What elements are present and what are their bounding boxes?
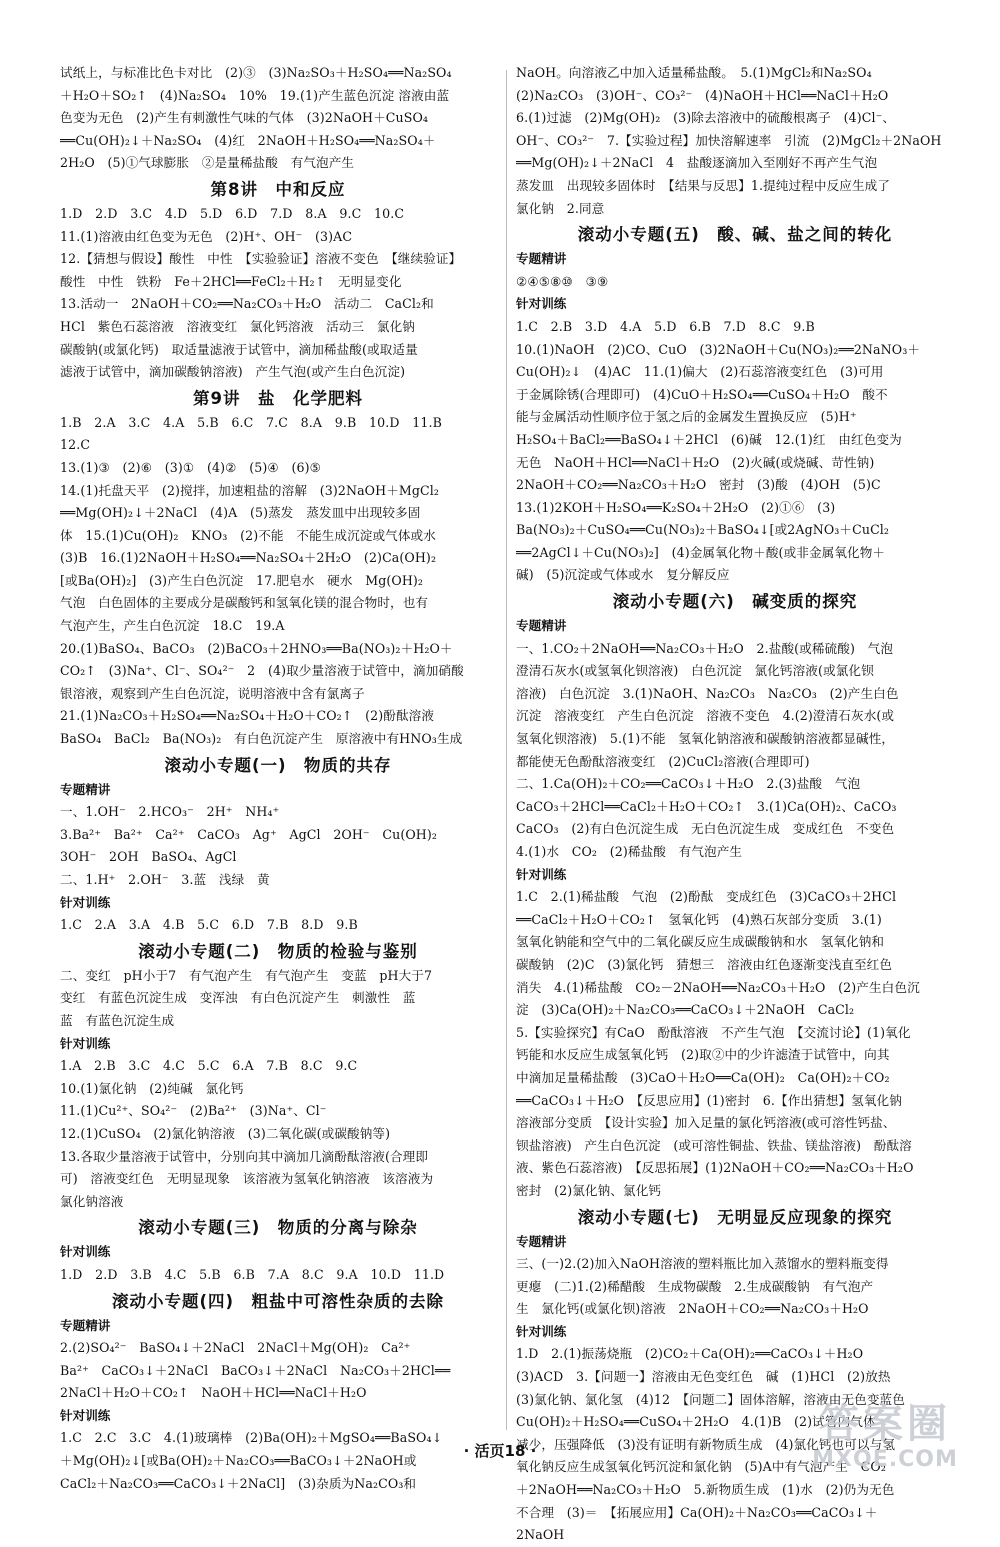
subsection-label: 针对训练	[516, 1323, 567, 1339]
answer-line: 14.(1)托盘天平 (2)搅拌，加速粗盐的溶解 (3)2NaOH＋MgCl₂	[60, 482, 440, 498]
answer-line: ＋H₂O＋SO₂↑ (4)Na₂SO₄ 10% 19.(1)产生蓝色沉淀 溶液由蓝	[60, 87, 450, 103]
answer-line: 色变为无色 (2)产生有刺激性气味的气体 (3)2NaOH＋CuSO₄	[60, 110, 429, 126]
answer-line: 澄清石灰水(或氢氧化钡溶液) 白色沉淀 氯化钙溶液(或氯化钡	[516, 663, 874, 679]
answer-line: 氧化钠反应生成氢氧化钙沉淀和氯化钠 (5)A中有气泡产生 CO₂	[516, 1459, 886, 1475]
answer-line: 10.(1)氯化钠 (2)纯碱 氯化钙	[60, 1080, 244, 1096]
watermark-url: MXQE.COM	[812, 1447, 958, 1472]
answer-line: 蓝 有蓝色沉淀生成	[60, 1012, 175, 1028]
section-heading: 滚动小专题(二) 物质的检验与鉴别	[138, 941, 418, 961]
answer-line: CaCO₃＋2HCl══CaCl₂＋H₂O＋CO₂↑ 3.(1)Ca(OH)₂、CaCO₃	[516, 798, 897, 814]
answer-line: 2NaCl＋H₂O＋CO₂↑ NaOH＋HCl══NaCl＋H₂O	[60, 1385, 367, 1401]
subsection-label: 针对训练	[60, 1407, 111, 1423]
answer-line: 消失 4.(1)稀盐酸 CO₂－2NaOH══Na₂CO₃＋H₂O (2)产生白色沉	[516, 979, 920, 995]
page-number: · 活页18 ·	[463, 1442, 537, 1460]
answer-line: NaOH。向溶液乙中加入适量稀盐酸。 5.(1)MgCl₂和Na₂SO₄	[516, 65, 872, 80]
answer-line: 氢氧化钡溶液) 5.(1)不能 氢氧化钠溶液和碳酸钠溶液都显碱性，	[516, 731, 895, 747]
answer-line: 更瘪 (二)1.(2)稀醋酸 生成物碳酸 2.生成碳酸钠 有气泡产	[516, 1278, 874, 1294]
answer-line: 5.【实验探究】有CaO 酚酞溶液 不产生气泡 【交流讨论】(1)氧化	[516, 1024, 911, 1040]
answer-line: 2H₂O (5)①气球膨胀 ②是量稀盐酸 有气泡产生	[60, 155, 355, 171]
answer-line: 碳酸钠 (2)C (3)氯化钙 猜想三 溶液由红色逐渐变浅直至红色	[516, 956, 893, 972]
subsection-label: 针对训练	[516, 866, 567, 882]
answer-line: 气泡产生，产生白色沉淀 18.C 19.A	[60, 618, 285, 634]
answer-line: CaCO₃ (2)有白色沉淀生成 无白色沉淀生成 变成红色 不变色	[516, 821, 895, 837]
answer-line: 6.(1)过滤 (2)Mg(OH)₂ (3)除去溶液中的硫酸根离子 (4)Cl⁻、	[516, 110, 896, 126]
watermark-logo	[790, 1401, 980, 1479]
answer-line: 银溶液，观察到产生白色沉淀，说明溶液中含有氯离子	[60, 685, 365, 701]
answer-line: 4.(1)水 CO₂ (2)稀盐酸 有气泡产生	[516, 844, 743, 859]
answer-line: BaSO₄ BaCl₂ Ba(NO₃)₂ 有白色沉淀产生 原溶液中有HNO₃生成	[60, 731, 463, 747]
answer-line: 液、紫色石蕊溶液) 【反思拓展】(1)2NaOH＋CO₂══Na₂CO₃＋H₂O	[516, 1160, 914, 1176]
answer-line: 1.C 2.(1)稀盐酸 气泡 (2)酚酞 变成红色 (3)CaCO₃＋2HCl	[516, 889, 897, 905]
answer-line: OH⁻、CO₃²⁻ 7.【实验过程】加快溶解速率 引流 (2)MgCl₂＋2NaOH	[516, 132, 942, 148]
answer-line: 11.(1)Cu²⁺、SO₄²⁻ (2)Ba²⁺ (3)Na⁺、Cl⁻	[60, 1103, 327, 1119]
section-heading: 滚动小专题(五) 酸、碱、盐之间的转化	[577, 225, 893, 245]
answer-line: 2.(2)SO₄²⁻ BaSO₄↓＋2NaCl 2NaCl＋Mg(OH)₂ Ca²⁺	[60, 1340, 411, 1356]
answer-line: 12.C	[60, 437, 91, 453]
watermark-text: 答案圈	[819, 1401, 951, 1447]
answer-line: (3)ACD 3.【问题一】溶液由无色变红色 碱 (1)HCl (2)放热	[516, 1369, 891, 1385]
answer-line: 1.B 2.A 3.C 4.A 5.B 6.C 7.C 8.A 9.B 10.D 11.B	[60, 414, 442, 430]
section-heading: 第8讲 中和反应	[210, 179, 346, 199]
answer-line: 中滴加足量稀盐酸 (3)CaO＋H₂O══Ca(OH)₂ Ca(OH)₂＋CO₂	[516, 1069, 890, 1085]
subsection-label: 针对训练	[516, 296, 567, 312]
answer-line: ══CaCO₃↓＋H₂O 【反思应用】(1)密封 6.【作出猜想】氢氧化钠	[516, 1092, 902, 1108]
section-heading: 滚动小专题(三) 物质的分离与除杂	[138, 1218, 418, 1238]
answer-line: 12.(1)CuSO₄ (2)氯化钠溶液 (3)二氧化碳(或碳酸钠等)	[60, 1125, 391, 1141]
answer-line: 1.C 2.C 3.C 4.(1)玻璃棒 (2)Ba(OH)₂＋MgSO₄══BaSO₄↓	[60, 1430, 443, 1446]
subsection-label: 专题精讲	[516, 251, 567, 267]
answer-line: 变红 有蓝色沉淀生成 变浑浊 有白色沉淀产生 刺激性 蓝	[60, 990, 416, 1006]
answer-line: 二、1.Ca(OH)₂＋CO₂══CaCO₃↓＋H₂O 2.(3)盐酸 气泡	[516, 776, 861, 792]
answer-line: 10.(1)NaOH (2)CO、CuO (3)2NaOH＋Cu(NO₃)₂══2NaNO₃＋	[516, 341, 921, 357]
answer-line: 三、(一)2.(2)加入NaOH溶液的塑料瓶比加入蒸馏水的塑料瓶变得	[516, 1256, 889, 1272]
answer-line: 13.(1)③ (2)⑥ (3)① (4)② (5)④ (6)⑤	[60, 459, 321, 475]
subsection-label: 专题精讲	[516, 618, 567, 634]
answer-line: ══Cu(OH)₂↓＋Na₂SO₄ (4)红 2NaOH＋H₂SO₄══Na₂SO₄＋	[60, 132, 436, 148]
answer-line: 1.C 2.A 3.A 4.B 5.C 6.D 7.B 8.D 9.B	[60, 917, 358, 933]
answer-line: H₂SO₄＋BaCl₂══BaSO₄↓＋2HCl (6)碱 12.(1)红 由红色变为	[516, 431, 902, 447]
answer-line: 12.【猜想与假设】酸性 中性 【实验验证】溶液不变色 【继续验证】	[60, 251, 462, 267]
answer-line: 酸性 中性 铁粉 Fe＋2HCl══FeCl₂＋H₂↑ 无明显变化	[60, 273, 402, 289]
section-heading: 滚动小专题(七) 无明显反应现象的探究	[577, 1207, 893, 1227]
answer-line: 滤液于试管中，滴加碳酸钠溶液) 产生气泡(或产生白色沉淀)	[60, 364, 406, 380]
answer-line: 气泡 白色固体的主要成分是碳酸钙和氢氧化镁的混合物时，也有	[60, 595, 429, 611]
answer-line: 碱) (5)沉淀或气体或水 复分解反应	[516, 567, 730, 583]
answer-line: 13.(1)2KOH＋H₂SO₄══K₂SO₄＋2H₂O (2)①⑥ (3)	[516, 499, 836, 515]
answer-line: ══Mg(OH)₂↓＋2NaCl 4 盐酸逐滴加入至刚好不再产生气泡	[516, 155, 878, 171]
answer-line: 密封 (2)氯化钠、氯化钙	[516, 1182, 662, 1198]
answer-line: (2)Na₂CO₃ (3)OH⁻、CO₃²⁻ (4)NaOH＋HCl══NaCl＋H₂O	[516, 87, 889, 103]
column-divider	[506, 70, 507, 1430]
answer-line: ＋Mg(OH)₂↓[或Ba(OH)₂＋Na₂CO₃══BaCO₃↓＋2NaOH或	[60, 1453, 417, 1469]
section-heading: 滚动小专题(六) 碱变质的探究	[612, 592, 858, 612]
answer-line: 钙能和水反应生成氢氧化钙 (2)取②中的少许滤渣于试管中，向其	[516, 1047, 890, 1063]
answer-line: 20.(1)BaSO₄、BaCO₃ (2)BaCO₃＋2HNO₃══Ba(NO₃)₂＋H₂O＋	[60, 640, 453, 656]
answer-line: 一、1.OH⁻ 2.HCO₃⁻ 2H⁺ NH₄⁺	[60, 804, 280, 820]
answer-line: 二、1.H⁺ 2.OH⁻ 3.蓝 浅绿 黄	[60, 872, 270, 887]
answer-line: 氢氧化钠能和空气中的二氧化碳反应生成碳酸钠和水 氢氧化钠和	[516, 934, 885, 950]
answer-line: 21.(1)Na₂CO₃＋H₂SO₄══Na₂SO₄＋H₂O＋CO₂↑ (2)酚酞溶液	[60, 708, 435, 724]
answer-line: 3.Ba²⁺ Ba²⁺ Ca²⁺ CaCO₃ Ag⁺ AgCl 2OH⁻ Cu(OH)₂	[60, 826, 438, 842]
answer-line: 溶液) 白色沉淀 3.(1)NaOH、Na₂CO₃ Na₂CO₃ (2)产生白色	[516, 685, 899, 701]
answer-line: ＋2NaOH══Na₂CO₃＋H₂O 5.新物质生成 (1)水 (2)仍为无色	[516, 1482, 895, 1498]
left-column	[60, 62, 496, 1495]
section-heading: 滚动小专题(四) 粗盐中可溶性杂质的去除	[111, 1291, 445, 1311]
answer-line: 钡盐溶液) 产生白色沉淀 (或可溶性铜盐、铁盐、镁盐溶液) 酚酞溶	[516, 1137, 912, 1153]
answer-line: ②④⑤⑧⑩ ③⑨	[516, 273, 609, 289]
subsection-label: 专题精讲	[60, 1317, 111, 1333]
answer-line: Ba(NO₃)₂＋CuSO₄══Cu(NO₃)₂＋BaSO₄↓[或2AgNO₃＋CuCl₂	[516, 522, 890, 538]
subsection-label: 针对训练	[60, 1035, 111, 1051]
answer-line: ══2AgCl↓＋Cu(NO₃)₂] (4)金属氧化物＋酸(或非金属氧化物＋	[516, 544, 886, 560]
answer-line: 2NaOH＋CO₂══Na₂CO₃＋H₂O 密封 (3)酸 (4)OH (5)C	[516, 477, 881, 493]
right-column	[516, 62, 954, 1547]
answer-line: Cu(OH)₂＋H₂SO₄══CuSO₄＋2H₂O 4.(1)B (2)试管内气体	[516, 1414, 876, 1430]
answer-line: 1.D 2.D 3.B 4.C 5.B 6.B 7.A 8.C 9.A 10.D 11.D	[60, 1266, 445, 1282]
answer-line: Ba²⁺ CaCO₃↓＋2NaCl BaCO₃↓＋2NaCl Na₂CO₃＋2HCl══	[60, 1362, 451, 1378]
answer-line: ══Mg(OH)₂↓＋2NaCl (4)A (5)蒸发 蒸发皿中出现较多固	[60, 505, 421, 521]
answer-line: 13.活动一 2NaOH＋CO₂══Na₂CO₃＋H₂O 活动二 CaCl₂和	[60, 296, 434, 312]
answer-line: HCl 紫色石蕊溶液 溶液变红 氯化钙溶液 活动三 氯化钠	[60, 318, 415, 334]
answer-line: 无色 NaOH＋HCl══NaCl＋H₂O (2)火碱(或烧碱、苛性钠)	[516, 454, 875, 470]
answer-line: CO₂↑ (3)Na⁺、Cl⁻、SO₄²⁻ 2 (4)取少量溶液于试管中，滴加硝酸	[60, 663, 464, 679]
answer-line: 2NaOH	[516, 1527, 565, 1543]
answer-line: 氯化钠溶液	[60, 1193, 124, 1209]
subsection-label: 针对训练	[60, 894, 111, 910]
answer-line: 1.A 2.B 3.C 4.C 5.C 6.A 7.B 8.C 9.C	[60, 1058, 358, 1074]
subsection-label: 专题精讲	[60, 781, 111, 797]
section-heading: 第9讲 盐 化学肥料	[193, 388, 363, 408]
answer-line: CaCl₂＋Na₂CO₃══CaCO₃↓＋2NaCl] (3)杂质为Na₂CO₃和	[60, 1475, 417, 1491]
answer-line: 试纸上，与标准比色卡对比 (2)③ (3)Na₂SO₃＋H₂SO₄══Na₂SO₄	[60, 65, 452, 80]
answer-line: 一、1.CO₂＋2NaOH══Na₂CO₃＋H₂O 2.盐酸(或稀硫酸) 气泡	[516, 640, 894, 656]
answer-line: 溶液部分变质 【设计实验】加入足量的氯化钙溶液(或可溶性钙盐、	[516, 1115, 896, 1131]
subsection-label: 专题精讲	[516, 1233, 567, 1249]
answer-line: 1.D 2.D 3.C 4.D 5.D 6.D 7.D 8.A 9.C 10.C	[60, 205, 405, 221]
subsection-label: 针对训练	[60, 1244, 111, 1260]
answer-line: 11.(1)溶液由红色变为无色 (2)H⁺、OH⁻ (3)AC	[60, 228, 353, 244]
answer-line: 3OH⁻ 2OH BaSO₄、AgCl	[60, 849, 237, 865]
answer-line: 体 15.(1)Cu(OH)₂ KNO₃ (2)不能 不能生成沉淀或气体或水	[60, 527, 436, 543]
answer-line: 1.D 2.(1)振荡烧瓶 (2)CO₂＋Ca(OH)₂══CaCO₃↓＋H₂O	[516, 1346, 864, 1362]
answer-line: [或Ba(OH)₂] (3)产生白色沉淀 17.肥皂水 硬水 Mg(OH)₂	[60, 572, 424, 588]
answer-line: 碳酸钠(或氯化钙) 取适量滤液于试管中，滴加稀盐酸(或取适量	[60, 341, 418, 357]
answer-line: 生 氯化钙(或氯化钡)溶液 2NaOH＋CO₂══Na₂CO₃＋H₂O	[516, 1301, 869, 1317]
answer-line: 能与金属活动性顺序位于氢之后的金属发生置换反应 (5)H⁺	[516, 409, 857, 425]
answer-line: 于金属除锈(合理即可) (4)CuO＋H₂SO₄══CuSO₄＋H₂O 酸不	[516, 386, 888, 402]
answer-line: 可) 溶液变红色 无明显现象 该溶液为氢氧化钠溶液 该溶液为	[60, 1171, 434, 1187]
answer-line: 氯化钠 2.同意	[516, 200, 605, 216]
answer-line: 二、变红 pH小于7 有气泡产生 有气泡产生 变蓝 pH大于7	[60, 967, 433, 983]
answer-line: (3)B 16.(1)2NaOH＋H₂SO₄══Na₂SO₄＋2H₂O (2)Ca(OH)₂	[60, 550, 437, 566]
answer-line: 1.C 2.B 3.D 4.A 5.D 6.B 7.D 8.C 9.B	[516, 318, 815, 334]
section-heading: 滚动小专题(一) 物质的共存	[164, 755, 392, 775]
answer-line: 减少，压强降低 (3)没有证明有新物质生成 (4)氯化钙也可以与氢	[516, 1436, 896, 1452]
answer-line: 蒸发皿 出现较多固体时 【结果与反思】1.提纯过程中反应生成了	[516, 177, 891, 193]
answer-line: ══CaCl₂＋H₂O＋CO₂↑ 氢氧化钙 (4)熟石灰部分变质 3.(1)	[516, 911, 882, 927]
answer-line: 都能使无色酚酞溶液变红 (2)CuCl₂溶液(合理即可)	[516, 753, 810, 769]
answer-line: 沉淀 溶液变红 产生白色沉淀 溶液不变色 4.(2)澄清石灰水(或	[516, 708, 895, 724]
answer-line: 淀 (3)Ca(OH)₂＋Na₂CO₃══CaCO₃↓＋2NaOH CaCl₂	[516, 1002, 855, 1018]
answer-line: Cu(OH)₂↓ (4)AC 11.(1)偏大 (2)石蕊溶液变红色 (3)可用	[516, 364, 884, 380]
answer-line: (3)氯化钠、氯化氢 (4)12 【问题二】固体溶解，溶液由无色变蓝色	[516, 1391, 905, 1407]
answer-line: 13.各取少量溶液于试管中，分别向其中滴加几滴酚酞溶液(合理即	[60, 1148, 429, 1164]
answer-line: 不合理 (3)＝ 【拓展应用】Ca(OH)₂＋Na₂CO₃══CaCO₃↓＋	[516, 1504, 878, 1520]
